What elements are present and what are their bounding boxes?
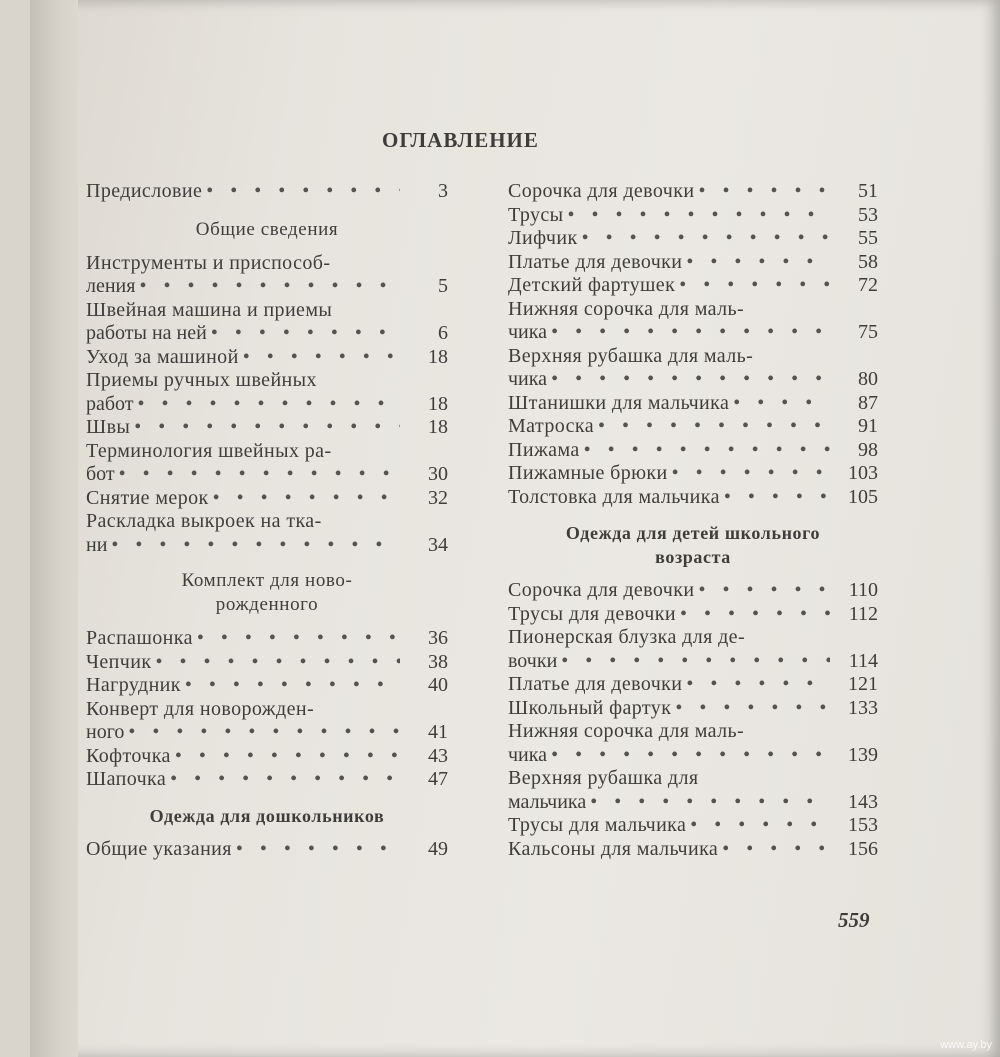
- toc-page-number: 5: [438, 275, 448, 297]
- toc-entry-title: Матроска: [508, 415, 594, 437]
- toc-entry-line: [86, 252, 404, 276]
- watermark: www.ay.by: [940, 1039, 992, 1051]
- toc-entry-text: [508, 720, 834, 767]
- toc-page-number: 51: [858, 180, 878, 202]
- toc-entry-text: [86, 440, 404, 487]
- toc-entry-title: Толстовка для мальчика: [508, 485, 720, 508]
- toc-entry-line: [508, 814, 834, 838]
- toc-leader-dots: [551, 321, 830, 345]
- toc-entry-title: ного: [86, 721, 125, 743]
- toc-entry-line: [508, 603, 834, 627]
- toc-entry-title: Детский фартушек: [508, 274, 676, 296]
- toc-entry-title: чика: [508, 743, 548, 766]
- toc-entry-text: [86, 768, 404, 792]
- toc-entry-title: Платье для девочки: [508, 673, 683, 695]
- toc-entry-line: [508, 673, 834, 697]
- toc-entry: [86, 369, 448, 416]
- toc-entry-text: [508, 439, 834, 463]
- toc-entry-title: мальчика: [508, 790, 587, 813]
- toc-entry-title: Нагрудник: [86, 674, 181, 696]
- toc-entry-title: Верхняя рубашка для маль-: [508, 344, 754, 367]
- toc-leader-dots: [213, 487, 400, 511]
- toc-entry-line: [508, 462, 834, 486]
- toc-entry: [86, 768, 448, 792]
- toc-page-number: 36: [428, 627, 448, 649]
- toc-leader-dots: [698, 180, 830, 204]
- toc-entry-text: [508, 697, 834, 721]
- toc-leader-dots: [170, 768, 400, 792]
- toc-entry-title: Пижамные брюки: [508, 462, 668, 484]
- toc-entry-title: Платье для девочки: [508, 250, 683, 273]
- toc-page-number: 80: [858, 368, 878, 390]
- toc-entry-line: [508, 767, 834, 791]
- toc-entry-line: [508, 368, 834, 392]
- toc-leader-dots: [679, 274, 830, 298]
- page-title: ОГЛАВЛЕНИЕ: [382, 128, 539, 152]
- toc-entry: [86, 674, 448, 698]
- toc-entry-title: Шапочка: [86, 768, 167, 790]
- toc-entry-title: Чепчик: [86, 650, 152, 673]
- toc-entry: [86, 416, 448, 440]
- toc-page-number: 34: [428, 533, 448, 556]
- toc-entry-line: [86, 745, 404, 769]
- toc-leader-dots: [197, 627, 400, 651]
- toc-page-number: 98: [858, 438, 878, 461]
- toc-entry: [508, 462, 878, 486]
- toc-entry-line: [508, 439, 834, 463]
- toc-leader-dots: [206, 180, 400, 204]
- toc-entry-text: [86, 627, 404, 651]
- toc-entry-line: [508, 579, 834, 603]
- toc-leader-dots: [155, 651, 400, 675]
- toc-entry-line: [86, 440, 404, 464]
- toc-entry-text: [508, 392, 834, 416]
- toc-entry-title: бот: [86, 463, 115, 485]
- toc-entry: [508, 274, 878, 298]
- toc-entry-title: Пижама: [508, 438, 580, 461]
- toc-entry-line: [86, 627, 404, 651]
- toc-page-number: 139: [848, 743, 878, 766]
- toc-entry-line: [508, 227, 834, 251]
- toc-page-number: 43: [428, 744, 448, 767]
- toc-entry: [508, 392, 878, 416]
- toc-entry-title: работы на ней: [86, 322, 207, 344]
- toc-entry-text: [508, 345, 834, 392]
- toc-entry-title: вочки: [508, 649, 558, 672]
- toc-entry-line: [86, 698, 404, 722]
- toc-entry-line: [86, 487, 404, 511]
- toc-entry-line: [86, 534, 404, 558]
- toc-entry-line: [508, 415, 834, 439]
- toc-entry-line: [86, 299, 404, 323]
- toc-leader-dots: [211, 322, 400, 346]
- toc-entry-title: Снятие мерок: [86, 486, 209, 509]
- toc-entry-title: Уход за машиной: [86, 345, 239, 368]
- toc-leader-dots: [243, 346, 400, 370]
- toc-entry-text: [86, 252, 404, 299]
- toc-entry-title: Кофточка: [86, 744, 171, 767]
- toc-leader-dots: [582, 227, 830, 251]
- toc-page-number: 72: [858, 274, 878, 296]
- toc-page-number: 3: [438, 180, 448, 202]
- toc-page-number: 105: [848, 485, 878, 508]
- toc-entry: [508, 626, 878, 673]
- toc-entry-text: [86, 416, 404, 440]
- toc-entry-title: Инструменты и приспособ-: [86, 251, 331, 274]
- toc-entry-line: [508, 298, 834, 322]
- toc-entry: [508, 439, 878, 463]
- toc-entry-line: [86, 721, 404, 745]
- toc-entry-title: чика: [508, 368, 548, 390]
- toc-entry: [508, 697, 878, 721]
- toc-entry-title: Нижняя сорочка для маль-: [508, 297, 745, 320]
- toc-entry-title: Трусы для мальчика: [508, 814, 687, 836]
- toc-entry: [508, 298, 878, 345]
- toc-entry-title: Приемы ручных швейных: [86, 369, 317, 391]
- toc-left-column: [86, 180, 448, 861]
- toc-right-column: [508, 180, 878, 861]
- toc-page-number: 41: [428, 721, 448, 743]
- toc-entry: [86, 440, 448, 487]
- toc-leader-dots: [568, 204, 830, 228]
- toc-entry-text: [86, 369, 404, 416]
- toc-leader-dots: [698, 579, 830, 603]
- toc-entry-text: [86, 299, 404, 346]
- toc-page-number: 6: [438, 322, 448, 344]
- toc-entry: [86, 346, 448, 370]
- toc-entry: [508, 767, 878, 814]
- toc-leader-dots: [185, 674, 400, 698]
- toc-leader-dots: [686, 251, 830, 275]
- toc-entry: [86, 252, 448, 299]
- toc-page-number: 40: [428, 674, 448, 696]
- toc-entry-title: Распашонка: [86, 627, 193, 649]
- page-number: 559: [838, 908, 870, 932]
- toc-entry-title: Верхняя рубашка для: [508, 767, 699, 789]
- toc-entry-title: Сорочка для девочки: [508, 579, 695, 601]
- toc-page-number: 87: [858, 391, 878, 414]
- toc-entry-line: [86, 416, 404, 440]
- toc-entry-title: Сорочка для девочки: [508, 180, 695, 202]
- toc-entry: [508, 579, 878, 603]
- toc-entry-title: работ: [86, 392, 134, 415]
- toc-entry: [508, 603, 878, 627]
- toc-entry-line: [508, 697, 834, 721]
- toc-leader-dots: [680, 603, 830, 627]
- toc-leader-dots: [551, 744, 830, 768]
- toc-page-number: 103: [848, 462, 878, 484]
- toc-entry-title: Пионерская блузка для де-: [508, 626, 746, 648]
- toc-entry: [86, 745, 448, 769]
- toc-entry-text: [508, 579, 834, 603]
- toc-entry-title: Школьный фартук: [508, 696, 672, 719]
- toc-page-number: 75: [858, 321, 878, 343]
- toc-entry: [508, 486, 878, 510]
- toc-entry-line: [508, 251, 834, 275]
- toc-page-number: 18: [428, 416, 448, 438]
- toc-entry-text: [86, 487, 404, 511]
- toc-entry-text: [508, 626, 834, 673]
- toc-entry-title: чика: [508, 321, 548, 343]
- toc-entry-text: [508, 180, 834, 204]
- toc-entry-line: [508, 180, 834, 204]
- toc-entry: [86, 510, 448, 557]
- toc-entry: [508, 838, 878, 862]
- toc-entry-line: [86, 369, 404, 393]
- toc-section-heading: Комплект для ново- рожденного: [181, 570, 353, 615]
- toc-page-number: 91: [858, 415, 878, 437]
- toc-page-number: 38: [428, 650, 448, 673]
- toc-entry: [508, 227, 878, 251]
- toc-entry-line: [508, 626, 834, 650]
- toc-leader-dots: [139, 275, 400, 299]
- toc-entry-text: [86, 745, 404, 769]
- toc-page-number: 133: [848, 696, 878, 719]
- toc-entry-line: [508, 274, 834, 298]
- toc-entry-title: Швы: [86, 416, 131, 438]
- toc-entry-line: [86, 346, 404, 370]
- toc-entry-line: [508, 720, 834, 744]
- toc-entry-text: [86, 346, 404, 370]
- toc-page-number: 55: [858, 227, 878, 249]
- toc-entry-title: Трусы: [508, 203, 564, 226]
- toc-page-number: 110: [848, 579, 878, 601]
- toc-entry-text: [86, 651, 404, 675]
- toc-entry-line: [86, 510, 404, 534]
- toc-leader-dots: [690, 814, 830, 838]
- toc-section-heading: Одежда для детей школьного возраста: [565, 523, 821, 567]
- toc-entry-text: [508, 486, 834, 510]
- toc-entry-text: [508, 838, 834, 862]
- toc-entry-line: [86, 322, 404, 346]
- toc-entry-line: [508, 791, 834, 815]
- toc-entry-line: [508, 744, 834, 768]
- toc-entry-title: Общие указания: [86, 837, 232, 860]
- toc-entry-line: [508, 392, 834, 416]
- toc-entry: [508, 415, 878, 439]
- toc-leader-dots: [590, 791, 830, 815]
- toc-page-number: 18: [428, 345, 448, 368]
- toc-page-number: 18: [428, 392, 448, 415]
- toc-leader-dots: [584, 439, 830, 463]
- toc-leader-dots: [134, 416, 400, 440]
- toc-page-number: 32: [428, 486, 448, 509]
- toc-section-heading: Общие сведения: [195, 218, 339, 240]
- toc-entry-line: [508, 486, 834, 510]
- toc-leader-dots: [733, 392, 830, 416]
- toc-entry-line: [86, 393, 404, 417]
- toc-entry-title: Лифчик: [508, 227, 578, 249]
- toc-entry-line: [86, 275, 404, 299]
- toc-leader-dots: [175, 745, 400, 769]
- toc-entry: [86, 838, 448, 862]
- toc-page-number: 143: [848, 790, 878, 813]
- toc-entry-title: ни: [86, 533, 108, 556]
- toc-leader-dots: [672, 462, 830, 486]
- toc-entry-line: [508, 204, 834, 228]
- book-gutter: [30, 0, 78, 1057]
- toc-page-number: 153: [848, 814, 878, 836]
- toc-entry: [86, 487, 448, 511]
- toc-entry-text: [508, 673, 834, 697]
- toc-entry-title: Кальсоны для мальчика: [508, 837, 719, 860]
- toc-entry-line: [86, 651, 404, 675]
- toc-entry-text: [508, 814, 834, 838]
- toc-entry: [508, 720, 878, 767]
- toc-entry-text: [508, 462, 834, 486]
- toc-entry-line: [508, 345, 834, 369]
- toc-entry-line: [508, 321, 834, 345]
- toc-leader-dots: [138, 393, 400, 417]
- toc-leader-dots: [722, 838, 830, 862]
- toc-page-number: 112: [848, 602, 878, 625]
- toc-entry-line: [86, 674, 404, 698]
- toc-entry-text: [86, 674, 404, 698]
- toc-page-number: 47: [428, 768, 448, 790]
- toc-leader-dots: [561, 650, 830, 674]
- toc-entry: [86, 651, 448, 675]
- toc-entry-title: ления: [86, 275, 136, 297]
- toc-entry-line: [86, 463, 404, 487]
- toc-page-number: 156: [848, 837, 878, 860]
- toc-entry-text: [508, 603, 834, 627]
- toc-entry-title: Терминология швейных ра-: [86, 439, 332, 462]
- toc-page-number: 114: [848, 649, 878, 672]
- toc-entry-title: Конверт для новорожден-: [86, 697, 315, 720]
- toc-entry: [508, 251, 878, 275]
- toc-entry: [86, 698, 448, 745]
- toc-entry: [508, 673, 878, 697]
- toc-entry-text: [86, 180, 404, 204]
- toc-entry-line: [86, 768, 404, 792]
- toc-entry-text: [86, 838, 404, 862]
- toc-entry-line: [86, 838, 404, 862]
- toc-entry-text: [508, 204, 834, 228]
- toc-entry: [86, 299, 448, 346]
- toc-leader-dots: [236, 838, 400, 862]
- toc-leader-dots: [598, 415, 830, 439]
- toc-entry: [86, 627, 448, 651]
- toc-entry-line: [508, 838, 834, 862]
- toc-entry-title: Трусы для девочки: [508, 602, 676, 625]
- toc-leader-dots: [119, 463, 400, 487]
- toc-leader-dots: [686, 673, 830, 697]
- toc-entry-text: [508, 298, 834, 345]
- toc-page-number: 49: [428, 837, 448, 860]
- toc-entry: [508, 345, 878, 392]
- toc-entry-text: [508, 251, 834, 275]
- toc-entry-text: [508, 227, 834, 251]
- toc-entry: [508, 814, 878, 838]
- toc-entry-text: [508, 767, 834, 814]
- toc-leader-dots: [675, 697, 830, 721]
- toc-entry-text: [86, 510, 404, 557]
- toc-leader-dots: [551, 368, 830, 392]
- toc-entry: [86, 180, 448, 204]
- toc-entry-title: Нижняя сорочка для маль-: [508, 720, 745, 742]
- toc-leader-dots: [111, 534, 400, 558]
- toc-entry-title: Предисловие: [86, 180, 203, 202]
- toc-entry-title: Штанишки для мальчика: [508, 391, 730, 414]
- toc-section-heading: Одежда для дошкольников: [149, 805, 385, 826]
- toc-entry-line: [508, 650, 834, 674]
- toc-entry-title: Раскладка выкроек на тка-: [86, 510, 322, 532]
- toc-entry-line: [86, 180, 404, 204]
- toc-entry: [508, 204, 878, 228]
- toc-leader-dots: [724, 486, 830, 510]
- toc-page-number: 30: [428, 463, 448, 485]
- toc-entry-text: [86, 698, 404, 745]
- toc-leader-dots: [128, 721, 400, 745]
- toc-page-number: 53: [858, 203, 878, 226]
- toc-page-number: 58: [858, 250, 878, 273]
- toc-entry-text: [508, 415, 834, 439]
- toc-entry: [508, 180, 878, 204]
- toc-entry-text: [508, 274, 834, 298]
- toc-entry-title: Швейная машина и приемы: [86, 298, 333, 321]
- toc-page-number: 121: [848, 673, 878, 695]
